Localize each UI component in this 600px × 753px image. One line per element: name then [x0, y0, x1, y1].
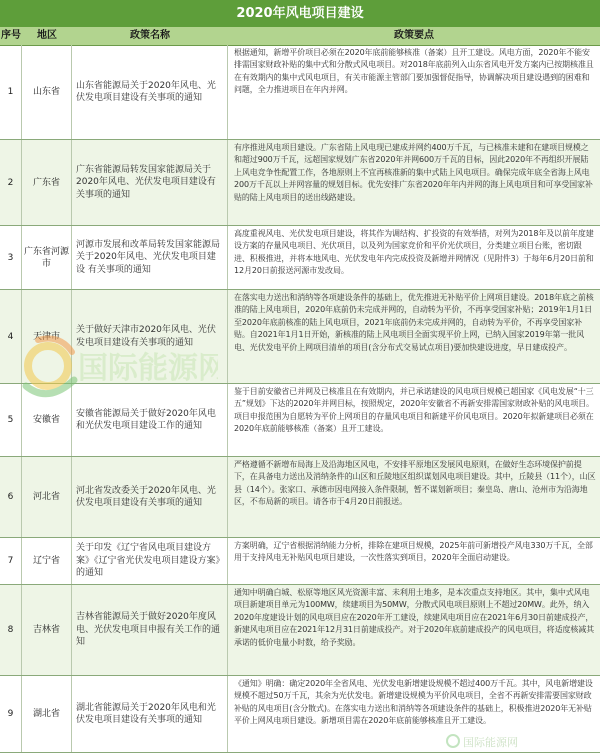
row-num: 4 [0, 290, 22, 383]
row-region: 安徽省 [22, 384, 72, 456]
header-region: 地区 [37, 30, 57, 41]
table-header [0, 27, 600, 46]
row-policy-points: 严格遵循不新增布局海上及沿海地区风电，不安排平原地区发展风电原则，在做好生态环境保护前提下，在具备电力送出及消纳条件的山区和丘陵地区组织谋划风电项目建设。其中，丘陵县（11个），山区县（14个）。张家口、承德市因电网接入条件限制，暂不谋划新项目；秦皇岛、唐山、沧州市为沿海地区，不布局新的项目。请各市于4月20日前报送。 [234, 460, 596, 507]
table-row [0, 45, 600, 140]
watermark-bottom-text: 国际能源网 [463, 736, 518, 749]
row-num: 3 [0, 226, 22, 289]
table-title: 2020年风电项目建设 [0, 0, 600, 27]
table-row [0, 226, 600, 290]
row-num: 5 [0, 384, 22, 456]
table-row [0, 384, 600, 457]
row-policy-points: 方案明确，辽宁省根据消纳能力分析，排除在建项目规模，2025年前可新增投产风电330万千瓦，全部用于支持风电无补贴风电项目建设，一次性落实到项目，2020年全面启动建设。 [234, 541, 593, 563]
row-num: 8 [0, 585, 22, 675]
row-region: 吉林省 [22, 585, 72, 675]
row-policy-name: 广东省能源局转发国家能源局关于2020年风电、光伏发电项目建设有关事项的通知 [72, 140, 228, 225]
row-policy-name: 关于印发《辽宁省风电项目建设方案》《辽宁省光伏发电项目建设方案》的通知 [72, 538, 228, 584]
table-row [0, 140, 600, 226]
row-policy-points: 有序推进风电项目建设。广东省陆上风电现已建成并网约400万千瓦，与已核准未建和在建项目规模之和超过900万千瓦，远超国家规划广东省2020年并网600万千瓦的目标，因此2020年不再组织开展陆上风电竞争性配置工作，各地原则上不宜再核准新的集中式陆上风电项目。确保完成年底全省海上风电200万千瓦以上并网容量的规划目标。优先安排广东省2020年年内并网的海上风电项目和可享受国家补贴的陆上风电项目的送出线路建设。 [234, 143, 593, 202]
row-policy-points: 高度重视风电、光伏发电项目建设，将其作为调结构、扩投资的有效举措，对列为2018年及以前年度建设方案的存量风电项目、光伏项目，以及列为国家竞价和平价光伏项目，分类建立项目台账，密切跟进、积极推进，并将本地风电、光伏发电年内完成投资及新增并网情况（见附件3）于每年6月20日前和12月20日前报送河源市发改局。 [234, 229, 594, 276]
row-policy-points: 鉴于目前安徽省已并网及已核准且在有效期内，并已承诺建设的风电项目规模已超国家《风电发展“十三五”规划》下达的2020年并网目标，按照规定，2020年安徽省不再新安排需国家财政补贴的风电项目。项目申报范围为自愿转为平价上网项目的存量风电项目和新建平价风电项目。2020年拟新建项目必须在2020年底前能够核准（备案）且开工建设。 [234, 387, 594, 434]
row-region: 天津市 [22, 290, 72, 383]
table-row [0, 676, 600, 753]
row-region: 河北省 [22, 457, 72, 537]
header-points: 政策要点 [394, 30, 434, 41]
row-region: 山东省 [22, 45, 72, 139]
row-policy-name: 河源市发展和改革局转发国家能源局关于2020年风电、光伏发电项目建设 有关事项的通知 [72, 226, 228, 289]
table-row [0, 290, 600, 384]
row-policy-name: 河北省发改委关于2020年风电、光伏发电项目建设有关事项的通知 [72, 457, 228, 537]
table-row [0, 457, 600, 538]
row-policy-points: 在落实电力送出和消纳等各项建设条件的基础上，优先推进无补贴平价上网项目建设。2018年底之前核准的陆上风电项目，2020年底前仍未完成并网的，自动转为平价，不再享受国家补贴；2019年1月1日至2020年底前核准的陆上风电项目，2021年底前仍未完成并网的，自动转为平价，不再享受国家补贴。自2021年1月1日开始，新核准的陆上风电项目全面实现平价上网，已纳入国家2019年第一批风电、光伏发电平价上网项目清单的项目(含分布式交易试点项目)要加快建设进度，早日建成投产。 [234, 293, 594, 352]
row-policy-points: 通知中明确白城、松原等地区风光资源丰富、未利用土地多，是本次重点支持地区。其中，集中式风电项目新建项目单元为100MW，续建项目为50MW，分散式风电项目原则上不超过20MW。此外，纳入2020年度建设计划的风电项目应在2020年开工建设，续建风电项目应在2021年6月30日前建成投产，新建风电项目应在2021年12月31日前建成投产。对于2020年底前建成投产的风电项目，将适度核减其承诺的低价电量小时数，给予奖励。 [234, 588, 595, 647]
row-num: 6 [0, 457, 22, 537]
row-policy-name: 关于做好天津市2020年风电、光伏发电项目建设有关事项的通知 [72, 290, 228, 383]
row-policy-name: 吉林省能源局关于做好2020年度风电、光伏发电项目申报有关工作的通知 [72, 585, 228, 675]
row-num: 2 [0, 140, 22, 225]
header-policy: 政策名称 [130, 30, 170, 41]
row-num: 1 [0, 45, 22, 139]
table-row [0, 585, 600, 676]
table-row [0, 538, 600, 585]
row-policy-name: 安徽省能源局关于做好2020年风电和光伏发电项目建设工作的通知 [72, 384, 228, 456]
watermark-text: 国际能源网 [78, 351, 218, 386]
row-region: 广东省 [22, 140, 72, 225]
row-num: 7 [0, 538, 22, 584]
row-region: 辽宁省 [22, 538, 72, 584]
row-region: 湖北省 [22, 676, 72, 752]
row-policy-points: 根据通知，新增平价项目必须在2020年底前能够核准（备案）且开工建设。风电方面，2020年不能安排需国家财政补贴的集中式和分散式风电项目。对2018年底前列入山东省风电开发方案内已按期核准且在有效期内的集中式风电项目，有关市能源主管部门要加强督促指导，协调解决项目建设遇到的困难和问题，全力推进项目在年内并网。 [234, 48, 594, 95]
row-num: 9 [0, 676, 22, 752]
row-policy-points: 《通知》明确：确定2020年全省风电、光伏发电新增建设规模不超过400万千瓦。其中，风电新增建设规模不超过50万千瓦，其余为光伏发电。新增建设规模为平价风电项目，全省不再新安排需要国家财政补贴的风电项目(含分散式)。在落实电力送出和消纳等各项建设条件的基础上，积极推进2020年无补贴平价上网风电项目建设。新增项目需在2020年底前能够核准且开工建设。 [234, 679, 593, 726]
row-policy-name: 湖北省能源局关于2020年风电和光伏发电项目建设有关事项的通知 [72, 676, 228, 752]
header-num: 序号 [1, 30, 21, 41]
row-policy-name: 山东省能源局关于2020年风电、光伏发电项目建设有关事项的通知 [72, 45, 228, 139]
row-region: 广东省河源市 [22, 226, 72, 289]
